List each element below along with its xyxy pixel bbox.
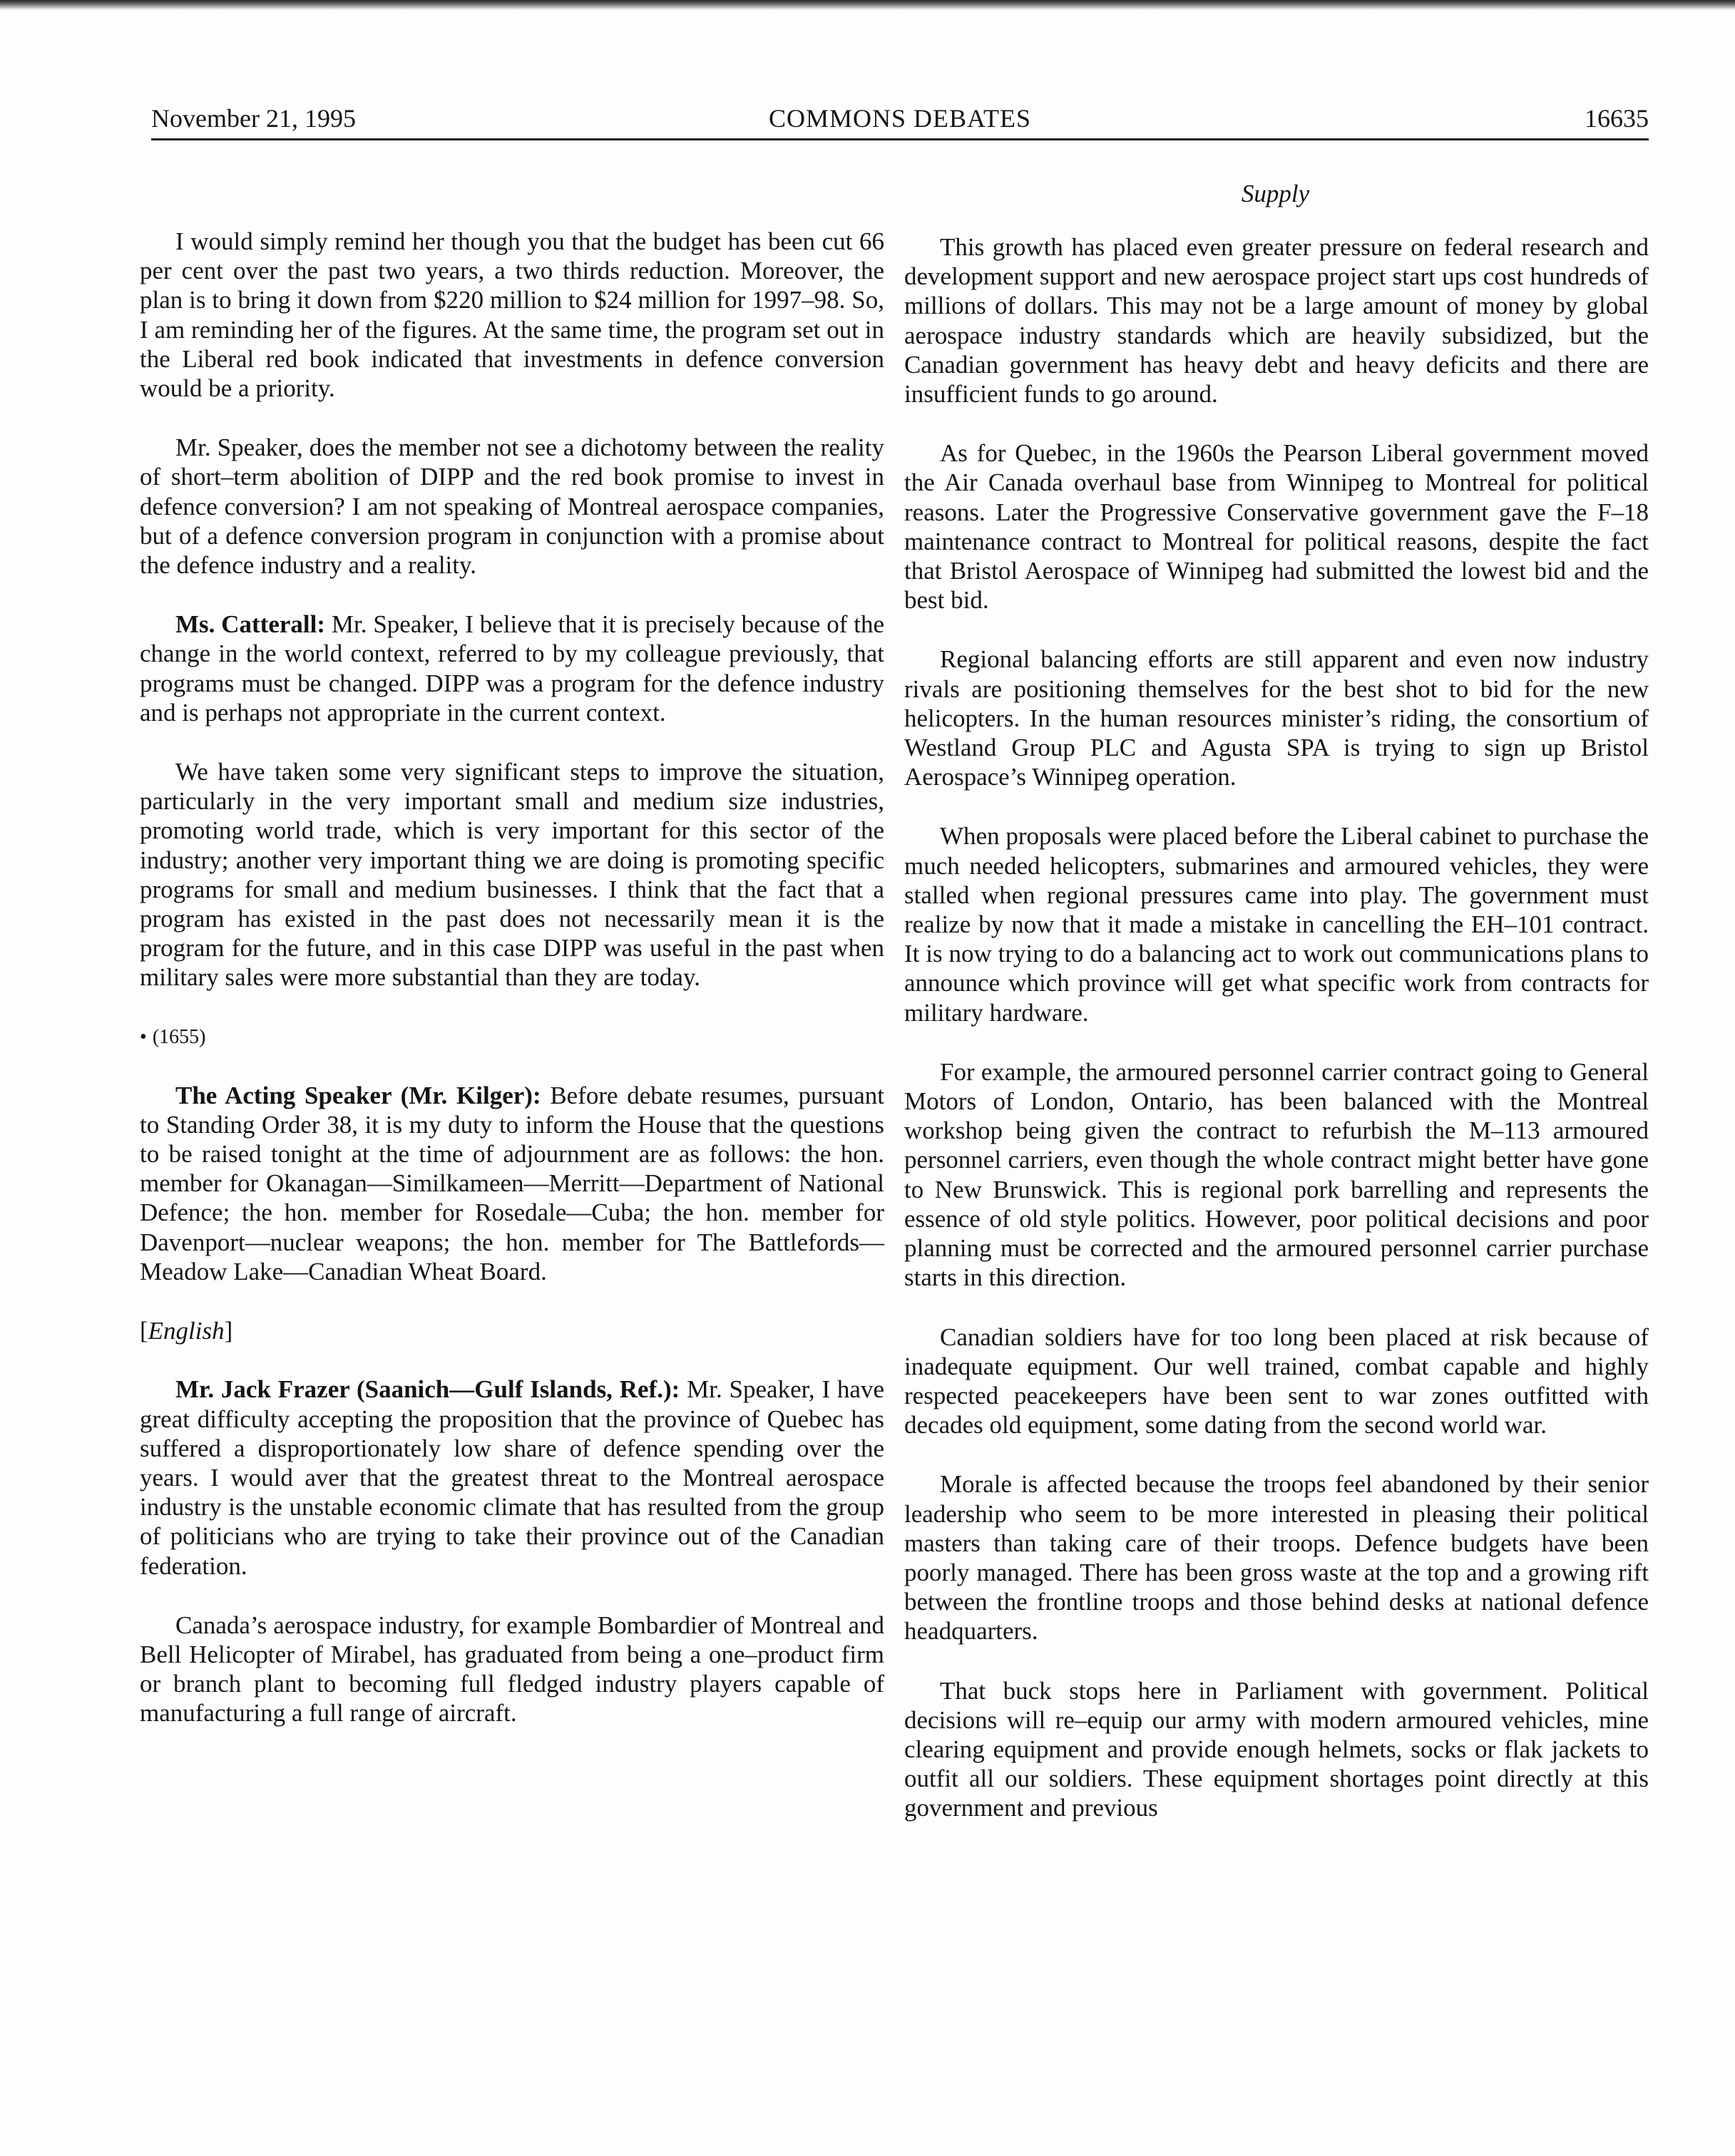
header-date: November 21, 1995 bbox=[151, 104, 356, 133]
language-name: English bbox=[148, 1317, 225, 1345]
paragraph: That buck stops here in Parliament with government. Political decisions will re–equip our army with modern armoured vehicles, mine clearing equipment and provide enough helmets, socks or flak jackets to outfit all our soldiers. These equipment shortages point directly at this government and previous bbox=[904, 1676, 1649, 1822]
header-page-number: 16635 bbox=[1585, 104, 1649, 133]
paragraph: We have taken some very significant steps to improve the situation, particularly in the very important small and medium size industries, promoting world trade, which is very important for this sector of the industry; another very important thing we are doing is promoting specific programs for small and medium businesses. I think that the fact that a program has existed in the past does not necessarily mean it is the program for the future, and in this case DIPP was useful in the past when military sales were more substantial than they are today. bbox=[140, 758, 884, 992]
time-marker-text: (1655) bbox=[152, 1025, 206, 1048]
paragraph: As for Quebec, in the 1960s the Pearson Liberal government moved the Air Canada overhaul base from Winnipeg to Montreal for political reasons. Later the Progressive Conservative government gave the F–18 maintenance contract to Montreal for political reasons, despite the fact that Bristol Aerospace of Winnipeg had submitted the lowest bid and the best bid. bbox=[904, 439, 1649, 615]
speech-text: Mr. Speaker, I have great difficulty accepting the proposition that the province of Quebec has suffered a disproportionately low share of defence spending over the years. I would aver that the greatest threat to the Montreal aerospace industry is the unstable economic climate that has resulted from the group of politicians who are trying to take their province out of the Canadian federation. bbox=[140, 1375, 884, 1580]
speech-paragraph bbox=[140, 1375, 884, 1580]
language-indicator bbox=[140, 1316, 884, 1345]
section-heading: Supply bbox=[1241, 180, 1310, 207]
left-column bbox=[140, 227, 884, 1728]
paragraph: Morale is affected because the troops feel abandoned by their senior leadership who seem to be more interested in pleasing their political masters than taking care of their troops. Defence budgets have been poorly managed. There has been gross waste at the top and a growing rift between the frontline troops and those behind desks at national defence headquarters. bbox=[904, 1470, 1649, 1646]
time-marker bbox=[140, 1022, 884, 1052]
paragraph: When proposals were placed before the Liberal cabinet to purchase the much needed helicopters, submarines and armoured vehicles, they were stalled when regional pressures came into play. The government must realize by now that it made a mistake in cancelling the EH–101 contract. It is now trying to do a balancing act to work out communications plans to announce which province will get what specific work from contracts for military hardware. bbox=[904, 822, 1649, 1027]
running-header bbox=[151, 100, 1649, 137]
speech-paragraph bbox=[140, 1081, 884, 1286]
paragraph: I would simply remind her though you that the budget has been cut 66 per cent over the past two years, a two thirds reduction. Moreover, the plan is to bring it down from $220 million to $24 million for 1997–98. So, I am reminding her of the figures. At the same time, the program set out in the Liberal red book indicated that investments in defence conversion would be a priority. bbox=[140, 227, 884, 403]
speech-paragraph bbox=[140, 610, 884, 727]
speaker-name: Mr. Jack Frazer (Saanich—Gulf Islands, Ref.): bbox=[175, 1375, 680, 1404]
language-bracket-open: [ bbox=[140, 1317, 148, 1345]
paragraph: Mr. Speaker, does the member not see a dichotomy between the reality of short–term abolition of DIPP and the red book promise to invest in defence conversion? I am not speaking of Montreal aerospace companies, but of a defence conversion program in conjunction with a promise about the defence industry and a reality. bbox=[140, 433, 884, 580]
paragraph: Canada’s aerospace industry, for example Bombardier of Montreal and Bell Helicopter of Mirabel, has graduated from being a one–product firm or branch plant to becoming full fledged industry players capable of manufacturing a full range of aircraft. bbox=[140, 1611, 884, 1728]
right-column bbox=[904, 232, 1649, 1823]
paragraph: Canadian soldiers have for too long been placed at risk because of inadequate equipment. Our well trained, combat capable and highly respected peacekeepers have been sent to war zones outfitted with decades old equipment, some dating from the second world war. bbox=[904, 1323, 1649, 1439]
header-rule bbox=[151, 138, 1649, 140]
speaker-name: The Acting Speaker (Mr. Kilger): bbox=[175, 1081, 541, 1109]
speaker-name: Ms. Catterall: bbox=[175, 610, 326, 639]
speech-text: Before debate resumes, pursuant to Standing Order 38, it is my duty to inform the House that the questions to be raised tonight at the time of adjournment are as follows: the hon. member for Okanagan—Similkameen—Merritt—Department of National Defence; the hon. member for Rosedale—Cuba; the hon. member for Davenport—nuclear weapons; the hon. member for The Battlefords—Meadow Lake—Canadian Wheat Board. bbox=[140, 1081, 884, 1285]
header-publication-title: COMMONS DEBATES bbox=[768, 104, 1032, 133]
paragraph: Regional balancing efforts are still apparent and even now industry rivals are positioning themselves for the best shot to bid for the new helicopters. In the human resources minister’s riding, the consortium of Westland Group PLC and Agusta SPA is trying to sign up Bristol Aerospace’s Winnipeg operation. bbox=[904, 645, 1649, 791]
scan-top-edge bbox=[0, 0, 1735, 10]
paragraph: This growth has placed even greater pressure on federal research and development support and new aerospace project start ups cost hundreds of millions of dollars. This may not be a large amount of money by global aerospace industry standards which are heavily subsidized, but the Canadian government has heavy debt and heavy deficits and there are insufficient funds to go around. bbox=[904, 233, 1649, 409]
bullet-icon: • bbox=[140, 1025, 147, 1048]
speech-text: Mr. Speaker, I believe that it is precisely because of the change in the world context, referred to by my colleague previously, that programs must be changed. DIPP was a program for the defence industry and is perhaps not appropriate in the current context. bbox=[140, 610, 885, 727]
paragraph: For example, the armoured personnel carrier contract going to General Motors of London, Ontario, has been balanced with the Montreal workshop being given the contract to refurbish the M–113 armoured personnel carriers, even though the whole contract might better have gone to New Brunswick. This is regional pork barrelling and represents the essence of old style politics. However, poor political decisions and poor planning must be corrected and the armoured personnel carrier purchase starts in this direction. bbox=[904, 1057, 1649, 1292]
language-bracket-close: ] bbox=[224, 1317, 233, 1345]
